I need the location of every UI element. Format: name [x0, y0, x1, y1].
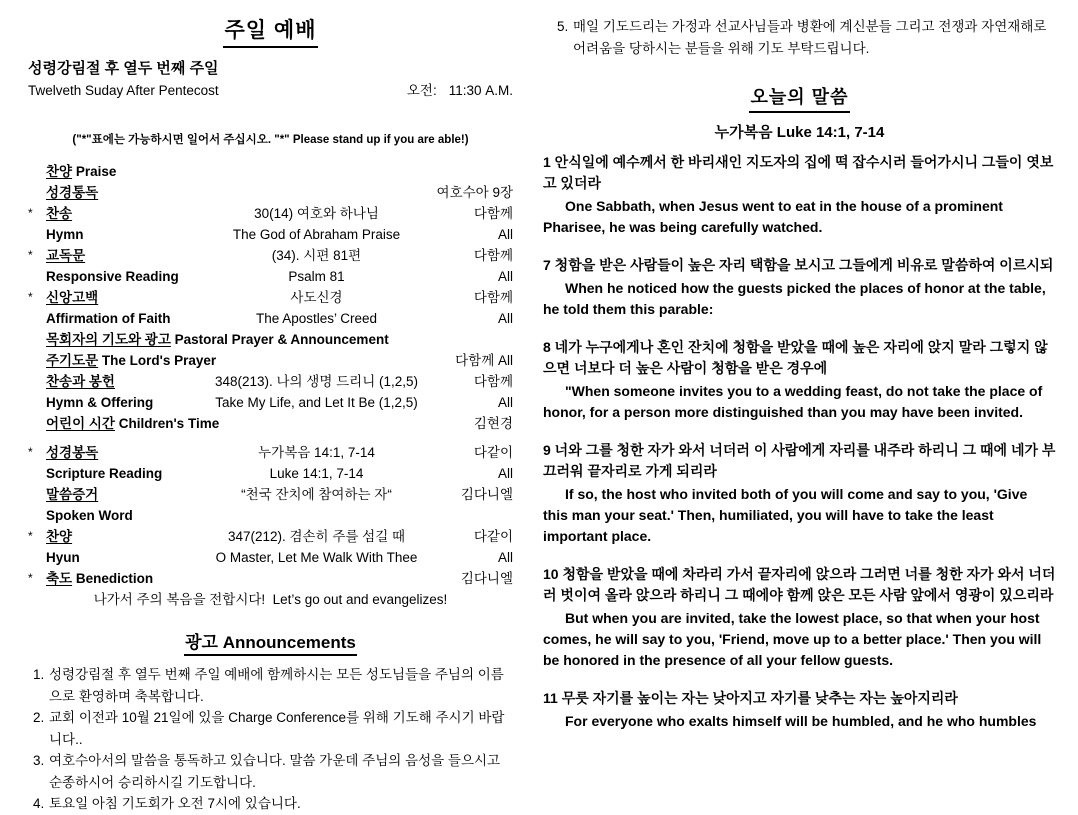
worship-item-label-plain: Children's Time [114, 416, 220, 431]
worship-item-label-plain: Hyun [46, 550, 80, 565]
worship-item-label-plain: Hymn & Offering [46, 395, 154, 410]
announcement-text: 매일 기도드리는 가정과 선교사님들과 병환에 계신분들 그리고 전쟁과 자연재해로 어려움을 당하시는 분들을 위해 기도 부탁드립니다. [573, 19, 1047, 56]
worship-item-detail [210, 413, 423, 434]
worship-item-detail [210, 182, 423, 203]
stand-asterisk: * [28, 529, 33, 543]
worship-item-detail: The God of Abraham Praise [232, 227, 401, 242]
worship-item-label-underlined: 말씀증거 [46, 487, 99, 502]
worship-item-label [46, 161, 210, 182]
verse-korean: 7 청함을 받은 사람들이 높은 자리 택함을 보시고 그들에게 비유로 말씀하여 이르시되 [543, 257, 1054, 273]
stand-asterisk [28, 266, 46, 287]
worship-item-label-plain: Hymn [46, 227, 84, 242]
announcement-text: 교회 이전과 10월 21일에 있을 Charge Conference를 위해 기도해 주시기 바랍니다.. [49, 710, 505, 747]
stand-asterisk: * [28, 571, 33, 585]
worship-order-row [28, 245, 513, 266]
worship-item-label [46, 505, 210, 526]
worship-item-detail [210, 329, 423, 350]
worship-item-detail: Luke 14:1, 7-14 [269, 466, 364, 481]
worship-item-participant [423, 161, 513, 182]
scripture-verse [543, 564, 1056, 671]
worship-item-label [46, 484, 210, 505]
announcement-number: 2. [33, 710, 45, 725]
worship-item-participant: All [497, 311, 513, 326]
worship-item-label [46, 266, 210, 287]
stand-asterisk [28, 484, 46, 505]
worship-item-detail: Psalm 81 [288, 269, 345, 284]
worship-item-label [46, 463, 210, 484]
worship-item-label-plain: Affirmation of Faith [46, 311, 171, 326]
worship-order-row [28, 526, 513, 547]
worship-title-wrap [28, 14, 513, 48]
worship-item-participant: All [497, 550, 513, 565]
worship-item-label [46, 245, 210, 266]
verse-english: One Sabbath, when Jesus went to eat in the house of a prominent Pharisee, he was being carefully watched. [543, 198, 1003, 235]
worship-item-label-plain: Pastoral Prayer & Announcement [170, 332, 389, 347]
worship-item-label-underlined: 목회자의 기도와 광고 [46, 332, 171, 347]
worship-item-detail: Take My Life, and Let It Be (1,2,5) [215, 395, 418, 410]
verse-english: But when you are invited, take the lowest place, so that when your host comes, he will say to you, 'Friend, move up to a better place.' Then you will be honored in the presence of all your fellow guests. [543, 610, 1042, 668]
announcements-list [33, 664, 513, 815]
verse-english: If so, the host who invited both of you will come and say to you, 'Give this man your seat.' Then, humiliated, you will have to take the least important place. [543, 486, 1028, 544]
stand-up-note-korean: ("*"표에는 가능하시면 일어서 주십시오. [72, 134, 275, 146]
service-time [407, 80, 513, 101]
worship-order-row [28, 350, 513, 371]
worship-item-label [46, 526, 210, 547]
order-of-worship [28, 161, 513, 589]
worship-item-label-underlined: 성경통독 [46, 185, 99, 200]
verse-korean: 11 무릇 자기를 높이는 자는 낮아지고 자기를 낮추는 자는 높아지리라 [543, 690, 958, 706]
right-column [539, 0, 1078, 815]
worship-item-label-underlined: 찬송 [46, 206, 73, 221]
verse-english: When he noticed how the guests picked the places of honor at the table, he told them this parable: [543, 280, 1046, 317]
worship-item-label [46, 413, 220, 434]
worship-item-detail: 사도신경 [290, 290, 343, 305]
worship-item-participant: 여호수아 9장 [436, 185, 513, 200]
announcement-item [33, 707, 513, 750]
scripture-verse [543, 337, 1056, 423]
stand-asterisk [28, 505, 46, 526]
worship-item-label [46, 547, 210, 568]
worship-order-row [28, 413, 513, 434]
worship-item-detail [210, 161, 423, 182]
worship-order-row [28, 463, 513, 484]
worship-order-row [28, 182, 513, 203]
subtitle-row [28, 80, 513, 101]
announcement-item [33, 793, 513, 815]
announcement-text: 여호수아서의 말씀을 통독하고 있습니다. 말씀 가운데 주님의 음성을 들으시고 순종하시어 승리하시길 기도합니다. [49, 753, 501, 790]
worship-item-label [46, 392, 210, 413]
worship-item-label-plain: The Lord's Prayer [98, 353, 217, 368]
worship-item-label-underlined: 신앙고백 [46, 290, 99, 305]
worship-item-participant: All [497, 466, 513, 481]
worship-item-participant: 김다니엘 [460, 487, 513, 502]
worship-item-detail [210, 505, 423, 526]
scripture-reference: 누가복음 Luke 14:1, 7-14 [714, 124, 885, 141]
worship-item-label [46, 442, 210, 463]
worship-item-label-underlined: 교독문 [46, 248, 86, 263]
worship-item-label-underlined: 축도 [46, 571, 73, 586]
stand-asterisk: * [28, 206, 33, 220]
worship-order-row [28, 329, 513, 350]
worship-item-participant: All [497, 395, 513, 410]
announcement-number: 5. [557, 19, 569, 34]
scripture-verse [543, 255, 1056, 320]
announcement-item [33, 750, 513, 793]
scripture-verse [543, 688, 1056, 732]
worship-item-detail: The Apostles’ Creed [255, 311, 378, 326]
worship-item-participant [423, 329, 513, 350]
worship-item-label-underlined: 어린이 시간 [46, 416, 115, 431]
worship-item-label [46, 287, 210, 308]
stand-asterisk [28, 547, 46, 568]
stand-up-note [28, 133, 513, 148]
scripture-verse [543, 152, 1056, 238]
stand-asterisk [28, 350, 46, 371]
worship-item-detail: 347(212). 겸손히 주를 섬길 때 [227, 529, 406, 544]
stand-asterisk: * [28, 290, 33, 304]
worship-item-participant: 김현경 [473, 416, 513, 431]
subtitle-english: Twelveth Suday After Pentecost [28, 83, 219, 98]
announcement-number: 4. [33, 796, 45, 811]
announcement-item-5 [557, 16, 1056, 59]
scripture-title: 오늘의 말씀 [749, 83, 851, 113]
worship-order-row [28, 266, 513, 287]
verse-korean: 10 청함을 받았을 때에 차라리 가서 끝자리에 앉으라 그러면 너를 청한 자가 와서 너더러 벗이여 올라 앉으라 하리니 그 때에야 함께 앉은 모든 사람 앞에서 영광이 있으리라 [543, 566, 1056, 603]
worship-item-label [46, 203, 210, 224]
announcement-text: 토요일 아침 기도회가 오전 7시에 있습니다. [49, 796, 301, 811]
worship-order-row [28, 308, 513, 329]
worship-item-participant: 김다니엘 [460, 571, 513, 586]
stand-asterisk [28, 413, 46, 434]
worship-order-row [28, 392, 513, 413]
worship-item-label [46, 329, 389, 350]
worship-item-label-plain: Benediction [72, 571, 154, 586]
worship-item-participant: 다함께 [473, 206, 513, 221]
worship-item-label [46, 568, 210, 589]
worship-item-label [46, 308, 210, 329]
announcements-title: 광고 Announcements [184, 628, 357, 656]
worship-item-detail: 348(213). 나의 생명 드리니 (1,2,5) [214, 374, 419, 389]
worship-order-row [28, 371, 513, 392]
worship-item-label-plain: Praise [72, 164, 117, 179]
worship-item-detail: O Master, Let Me Walk With Thee [215, 550, 418, 565]
worship-item-detail [210, 350, 423, 371]
verse-korean: 1 안식일에 예수께서 한 바리새인 지도자의 집에 떡 잡수시러 들어가시니 그들이 엿보고 있더라 [543, 154, 1054, 191]
worship-item-label [46, 371, 210, 392]
stand-up-note-english: "*" Please stand up if you are able!) [274, 134, 469, 146]
worship-item-label-underlined: 찬양 [46, 164, 73, 179]
worship-item-label-plain: Responsive Reading [46, 269, 179, 284]
worship-order-row [28, 224, 513, 245]
stand-asterisk [28, 329, 46, 350]
worship-item-detail: “천국 잔치에 참여하는 자“ [241, 487, 392, 502]
verse-korean: 8 네가 누구에게나 혼인 잔치에 청함을 받았을 때에 높은 자리에 앉지 말라 그렇지 않으면 너보다 더 높은 사람이 청함을 받은 경우에 [543, 339, 1048, 376]
worship-item-label-underlined: 찬양 [46, 529, 73, 544]
stand-asterisk: * [28, 445, 33, 459]
worship-item-label [46, 350, 217, 371]
stand-asterisk [28, 161, 46, 182]
worship-order-row [28, 203, 513, 224]
verse-korean: 9 너와 그를 청한 자가 와서 너더러 이 사람에게 자리를 내주라 하리니 그 때에 네가 부끄러워 끝자리로 가게 되리라 [543, 442, 1056, 479]
worship-item-detail [210, 568, 423, 589]
announcement-number: 1. [33, 667, 45, 682]
closing-line: 나가서 주의 복음을 전합시다! Let’s go out and evangelizes! [93, 592, 448, 607]
worship-item-detail: 30(14) 여호와 하나님 [254, 206, 379, 221]
stand-asterisk [28, 182, 46, 203]
stand-asterisk: * [28, 248, 33, 262]
worship-item-participant: 다함께 [473, 374, 513, 389]
worship-item-label [46, 224, 210, 245]
worship-item-participant: 다함께 All [455, 353, 513, 368]
worship-item-participant: 다함께 [473, 248, 513, 263]
scripture-verses [543, 152, 1056, 732]
worship-item-participant: All [497, 227, 513, 242]
announcements-title-wrap [28, 628, 513, 656]
subtitle-korean: 성령강림절 후 열두 번째 주일 [28, 60, 219, 77]
service-time-value: 11:30 A.M. [448, 83, 513, 98]
announcement-number: 3. [33, 753, 45, 768]
worship-item-label-underlined: 찬송과 봉헌 [46, 374, 115, 389]
scripture-verse [543, 440, 1056, 547]
worship-item-participant: All [497, 269, 513, 284]
scripture-title-wrap [543, 83, 1056, 113]
stand-asterisk [28, 224, 46, 245]
worship-order-row [28, 442, 513, 463]
worship-order-row [28, 547, 513, 568]
verse-english: "When someone invites you to a wedding feast, do not take the place of honor, for a person more distinguished than you may have been invited. [543, 383, 1043, 420]
worship-item-label-underlined: 성경봉독 [46, 445, 99, 460]
worship-item-detail: (34). 시편 81편 [271, 248, 362, 263]
worship-item-participant: 다같이 [473, 445, 513, 460]
worship-order-row [28, 505, 513, 526]
worship-item-participant: 다같이 [473, 529, 513, 544]
stand-asterisk [28, 308, 46, 329]
worship-item-label-plain: Scripture Reading [46, 466, 163, 481]
worship-order-row [28, 287, 513, 308]
announcement-text: 성령강림절 후 열두 번째 주일 예배에 함께하시는 모든 성도님들을 주님의 이름으로 환영하며 축복합니다. [49, 667, 504, 704]
page-title: 주일 예배 [223, 14, 319, 48]
worship-item-participant [423, 505, 513, 526]
stand-asterisk [28, 392, 46, 413]
worship-order-row [28, 484, 513, 505]
worship-item-detail: 누가복음 14:1, 7-14 [258, 445, 375, 460]
worship-item-label-plain: Spoken Word [46, 508, 133, 523]
worship-item-participant: 다함께 [473, 290, 513, 305]
worship-item-label [46, 182, 210, 203]
announcement-item [33, 664, 513, 707]
worship-item-label-underlined: 주기도문 [46, 353, 99, 368]
worship-order-row [28, 568, 513, 589]
stand-asterisk [28, 371, 46, 392]
stand-asterisk [28, 463, 46, 484]
verse-english: For everyone who exalts himself will be humbled, and he who humbles [565, 713, 1037, 729]
service-time-label: 오전: [406, 83, 437, 98]
worship-order-row [28, 161, 513, 182]
